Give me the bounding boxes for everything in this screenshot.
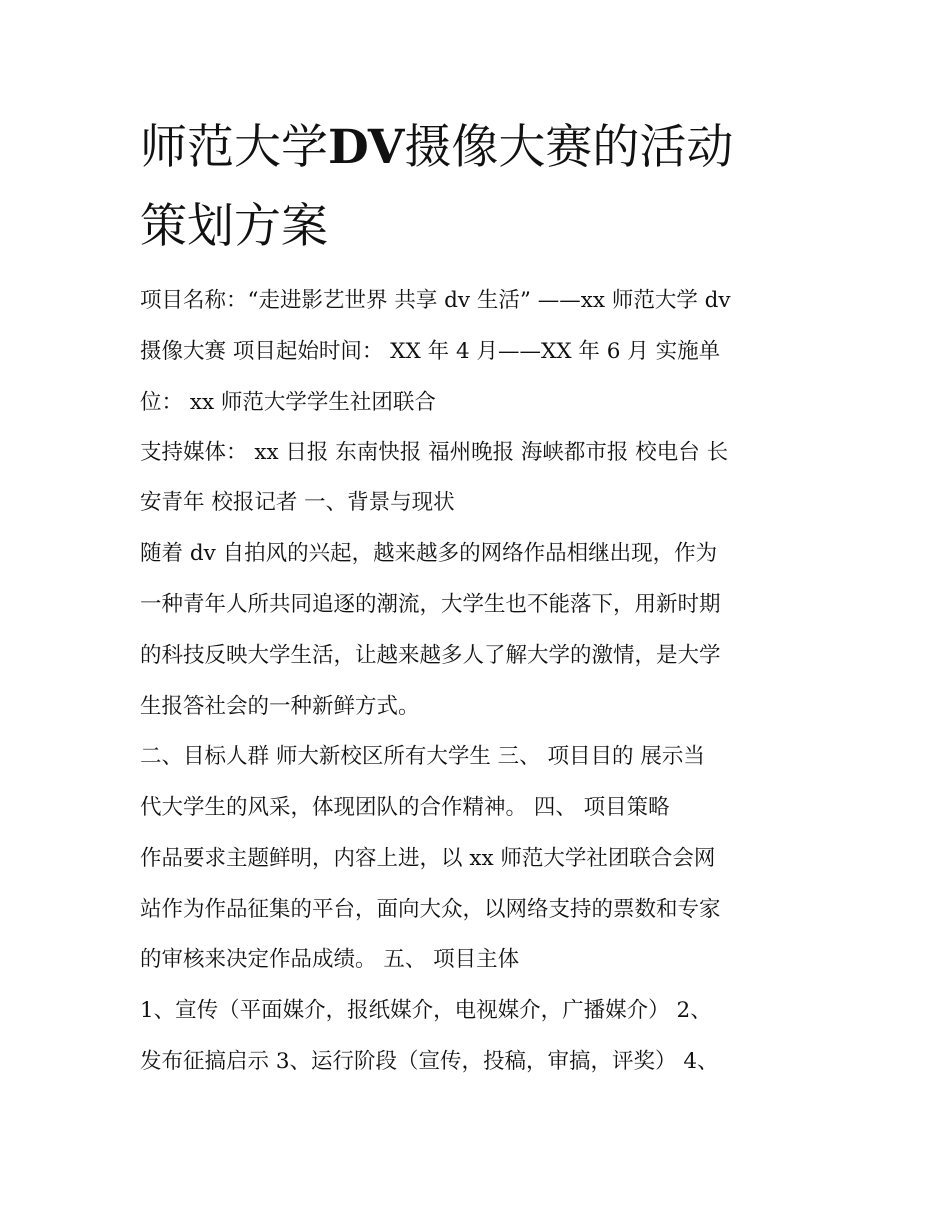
body-line: 一种青年人所共同追逐的潮流，大学生也不能落下，用新时期 bbox=[140, 592, 721, 617]
body-line: 的科技反映大学生活，让越来越多人了解大学的激情，是大学 bbox=[140, 643, 721, 668]
body-line: 作品要求主题鲜明，内容上进，以 xx 师范大学社团联合会网 bbox=[140, 846, 716, 871]
title-part-1: 师范大学 bbox=[140, 120, 328, 175]
body-line: 的审核来决定作品成绩。 五、 项目主体 bbox=[140, 947, 520, 972]
body-line: 安青年 校报记者 一、背景与现状 bbox=[140, 490, 455, 515]
body-line: 项目名称：“走进影艺世界 共享 dv 生活” ——xx 师范大学 dv bbox=[140, 288, 731, 313]
body-line: 生报答社会的一种新鲜方式。 bbox=[140, 694, 420, 719]
document-title-line-2: 策划方案 bbox=[140, 199, 328, 254]
body-line: 站作为作品征集的平台，面向大众，以网络支持的票数和专家 bbox=[140, 897, 721, 922]
title-part-2: 摄像大赛的活动 bbox=[404, 120, 734, 175]
title-part-dv: DV bbox=[328, 120, 405, 175]
body-line: 代大学生的风采，体现团队的合作精神。 四、 项目策略 bbox=[140, 795, 670, 820]
body-line: 1、宣传（平面媒介，报纸媒介，电视媒介，广播媒介） 2、 bbox=[140, 998, 712, 1023]
document-title-line-1 bbox=[140, 120, 840, 175]
body-line: 随着 dv 自拍风的兴起，越来越多的网络作品相继出现，作为 bbox=[140, 541, 718, 566]
body-line: 发布征搞启示 3、运行阶段（宣传，投稿，审搞，评奖） 4、 bbox=[140, 1049, 719, 1074]
body-line: 支持媒体： xx 日报 东南快报 福州晚报 海峡都市报 校电台 长 bbox=[140, 440, 729, 465]
body-line: 摄像大赛 项目起始时间： XX 年 4 月——XX 年 6 月 实施单 bbox=[140, 339, 721, 364]
body-line: 二、目标人群 师大新校区所有大学生 三、 项目目的 展示当 bbox=[140, 744, 705, 769]
body-line: 位： xx 师范大学学生社团联合 bbox=[140, 390, 436, 415]
